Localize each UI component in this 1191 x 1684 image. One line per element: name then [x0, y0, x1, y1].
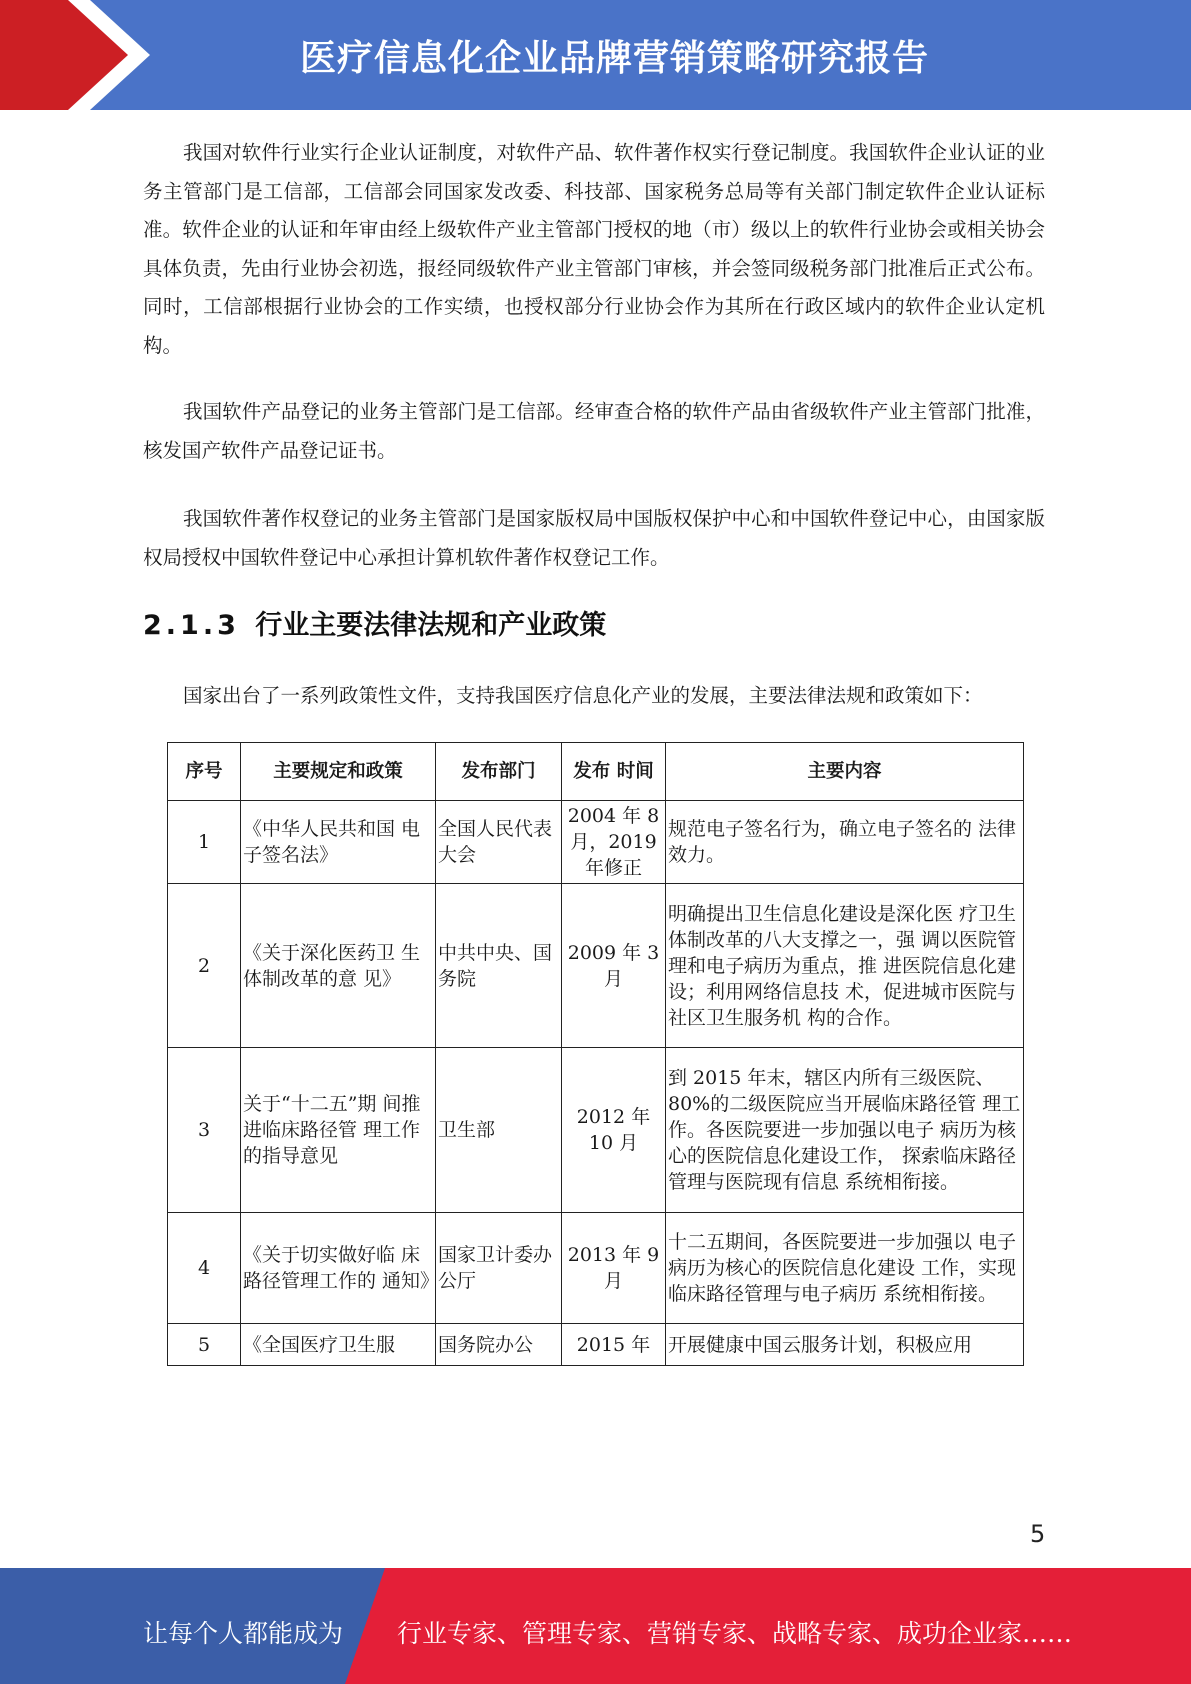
cell-date: 2009 年 3 月 [562, 884, 666, 1048]
cell-dept: 国家卫计委办公厅 [436, 1213, 562, 1324]
policy-table [167, 742, 1024, 1366]
table-row [168, 884, 1024, 1048]
cell-date: 2012 年 10 月 [562, 1048, 666, 1213]
cell-idx: 2 [168, 884, 241, 1048]
cell-policy: 《关于切实做好临 床路径管理工作的 通知》 [241, 1213, 436, 1324]
section-heading [143, 603, 606, 642]
cell-date: 2004 年 8 月，2019 年修正 [562, 801, 666, 884]
paragraph-software-certification: 我国对软件行业实行企业认证制度，对软件产品、软件著作权实行登记制度。我国软件企业认证的业务主管部门是工信部，工信部会同国家发改委、科技部、国家税务总局等有关部门制定软件企业认证标准。软件企业的认证和年审由经上级软件产业主管部门授权的地（市）级以上的软件行业协会或相关协会具体负责，先由行业协会初选，报经同级软件产业主管部门审核，并会签同级税务部门批准后正式公布。同时，工信部根据行业协会的工作实绩，也授权部分行业协会作为其所在行政区域内的软件企业认定机构。 [143, 141, 1045, 357]
cell-dept: 全国人民代表大会 [436, 801, 562, 884]
cell-idx: 1 [168, 801, 241, 884]
cell-idx: 3 [168, 1048, 241, 1213]
cell-policy: 《全国医疗卫生服 [241, 1324, 436, 1366]
cell-dept: 中共中央、国务院 [436, 884, 562, 1048]
paragraph-copyright-registration: 我国软件著作权登记的业务主管部门是国家版权局中国版权保护中心和中国软件登记中心，由国家版权局授权中国软件登记中心承担计算机软件著作权登记工作。 [143, 507, 1045, 569]
cell-idx: 5 [168, 1324, 241, 1366]
cell-content: 开展健康中国云服务计划，积极应用 [666, 1324, 1024, 1366]
table-row [168, 1048, 1024, 1213]
table-row [168, 1213, 1024, 1324]
cell-policy: 关于“十二五”期 间推进临床路径管 理工作的指导意见 [241, 1048, 436, 1213]
cell-content: 规范电子签名行为，确立电子签名的 法律效力。 [666, 801, 1024, 884]
footer-slogan-left: 让每个人都能成为 [143, 1619, 344, 1648]
header-idx: 序号 [168, 743, 241, 801]
cell-policy: 《关于深化医药卫 生体制改革的意 见》 [241, 884, 436, 1048]
cell-content: 十二五期间，各医院要进一步加强以 电子病历为核心的医院信息化建设 工作，实现临床路径管理与电子病历 系统相衔接。 [666, 1213, 1024, 1324]
cell-policy: 《中华人民共和国 电子签名法》 [241, 801, 436, 884]
cell-date: 2015 年 [562, 1324, 666, 1366]
cell-dept: 卫生部 [436, 1048, 562, 1213]
cell-content: 明确提出卫生信息化建设是深化医 疗卫生体制改革的八大支撑之一，强 调以医院管理和电子病历为重点，推 进医院信息化建设；利用网络信息技 术，促进城市医院与社区卫生服务机 构的合作。 [666, 884, 1024, 1048]
table-row [168, 801, 1024, 884]
header-dept: 发布部门 [436, 743, 562, 801]
report-title: 医疗信息化企业品牌营销策略研究报告 [300, 38, 930, 79]
footer-banner [0, 1568, 1191, 1684]
footer-slogan-right: 行业专家、管理专家、营销专家、战略专家、成功企业家…… [397, 1619, 1073, 1648]
header-content: 主要内容 [666, 743, 1024, 801]
cell-content: 到 2015 年末，辖区内所有三级医院、80%的二级医院应当开展临床路径管 理工作。各医院要进一步加强以电子 病历为核心的医院信息化建设工作， 探索临床路径管理与医院现有信息 系统相衔接。 [666, 1048, 1024, 1213]
paragraph-product-registration: 我国软件产品登记的业务主管部门是工信部。经审查合格的软件产品由省级软件产业主管部门批准，核发国产软件产品登记证书。 [143, 400, 1045, 462]
header-banner [0, 0, 1191, 110]
header-date: 发布 时间 [562, 743, 666, 801]
paragraph-policy-intro: 国家出台了一系列政策性文件，支持我国医疗信息化产业的发展，主要法律法规和政策如下： [183, 684, 983, 707]
table-header-row [168, 743, 1024, 801]
header-policy: 主要规定和政策 [241, 743, 436, 801]
cell-idx: 4 [168, 1213, 241, 1324]
cell-dept: 国务院办公 [436, 1324, 562, 1366]
page-number: 5 [1030, 1520, 1046, 1548]
cell-date: 2013 年 9 月 [562, 1213, 666, 1324]
section-number: 2.1.3 [143, 610, 240, 641]
table-row [168, 1324, 1024, 1366]
section-title: 行业主要法律法规和产业政策 [255, 610, 607, 641]
